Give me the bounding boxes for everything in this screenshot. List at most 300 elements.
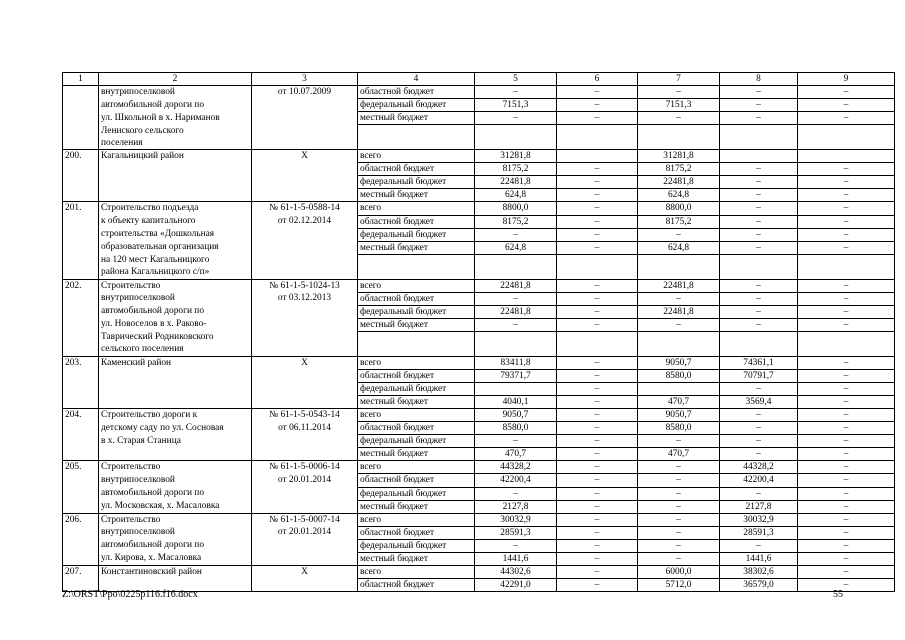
amount-cell: –	[720, 86, 798, 99]
amount-cell: 624,8	[638, 189, 720, 202]
empty-cell	[475, 254, 557, 266]
amount-cell: 4040,1	[475, 395, 557, 408]
table-row	[63, 99, 895, 112]
column-header: 5	[475, 73, 557, 86]
document-ref	[252, 500, 358, 513]
empty-cell	[475, 125, 557, 137]
budget-source: местный бюджет	[358, 552, 475, 565]
amount-cell: 31281,8	[475, 150, 557, 163]
empty-cell	[358, 254, 475, 266]
amount-cell: –	[557, 279, 638, 292]
object-name: Лениского сельского	[99, 125, 252, 137]
amount-cell: –	[798, 112, 895, 125]
row-number	[63, 487, 99, 500]
amount-cell: –	[475, 228, 557, 241]
table-row	[63, 125, 895, 137]
table-row	[63, 369, 895, 382]
document-ref	[252, 189, 358, 202]
table-row	[63, 202, 895, 215]
document-ref	[252, 579, 358, 592]
object-name: Каменский район	[99, 356, 252, 369]
table-row	[63, 215, 895, 228]
object-name: автомобильной дороги по	[99, 487, 252, 500]
amount-cell: –	[720, 487, 798, 500]
amount-cell: 22481,8	[638, 305, 720, 318]
amount-cell: –	[557, 500, 638, 513]
row-number	[63, 125, 99, 137]
document-ref: от 10.07.2009	[252, 86, 358, 99]
amount-cell	[638, 382, 720, 395]
amount-cell: 8800,0	[638, 202, 720, 215]
amount-cell: –	[798, 318, 895, 331]
amount-cell: –	[638, 552, 720, 565]
document-ref	[252, 539, 358, 552]
row-number	[63, 422, 99, 435]
budget-source: областной бюджет	[358, 86, 475, 99]
amount-cell: 70791,7	[720, 369, 798, 382]
empty-cell	[720, 343, 798, 356]
row-number: 201.	[63, 202, 99, 215]
document-ref	[252, 112, 358, 125]
amount-cell: –	[638, 461, 720, 474]
amount-cell	[720, 150, 798, 163]
amount-cell: –	[798, 279, 895, 292]
empty-cell	[638, 125, 720, 137]
row-number	[63, 435, 99, 448]
column-header: 4	[358, 73, 475, 86]
amount-cell: 31281,8	[638, 150, 720, 163]
row-number	[63, 86, 99, 99]
amount-cell: 38302,6	[720, 566, 798, 579]
row-number: 203.	[63, 356, 99, 369]
object-name: внутрипоселковой	[99, 86, 252, 99]
document-ref	[252, 254, 358, 266]
empty-cell	[720, 331, 798, 343]
amount-cell	[475, 382, 557, 395]
table-row	[63, 356, 895, 369]
amount-cell: –	[475, 86, 557, 99]
amount-cell: –	[475, 112, 557, 125]
document-ref: от 03.12.2013	[252, 292, 358, 305]
amount-cell: 9050,7	[638, 356, 720, 369]
amount-cell	[557, 150, 638, 163]
budget-source: федеральный бюджет	[358, 487, 475, 500]
amount-cell: 7151,3	[638, 99, 720, 112]
table-row	[63, 461, 895, 474]
budget-table	[62, 72, 895, 592]
amount-cell: –	[638, 487, 720, 500]
amount-cell: –	[798, 566, 895, 579]
amount-cell: –	[557, 382, 638, 395]
object-name: ул. Новоселов в х. Раково-	[99, 318, 252, 331]
empty-cell	[475, 343, 557, 356]
budget-source: областной бюджет	[358, 292, 475, 305]
amount-cell: –	[557, 461, 638, 474]
table-row	[63, 241, 895, 254]
amount-cell: –	[557, 369, 638, 382]
amount-cell: –	[798, 448, 895, 461]
document-ref: № 61-1-5-0007-14	[252, 513, 358, 526]
amount-cell: 624,8	[475, 241, 557, 254]
budget-source: местный бюджет	[358, 241, 475, 254]
amount-cell: –	[557, 241, 638, 254]
amount-cell: –	[798, 461, 895, 474]
amount-cell: 2127,8	[475, 500, 557, 513]
amount-cell: 8175,2	[638, 163, 720, 176]
object-name: Строительство	[99, 279, 252, 292]
row-number	[63, 99, 99, 112]
empty-cell	[475, 266, 557, 279]
empty-cell	[557, 266, 638, 279]
object-name: внутрипоселковой	[99, 292, 252, 305]
table-row	[63, 279, 895, 292]
amount-cell: 470,7	[638, 448, 720, 461]
table-row	[63, 382, 895, 395]
empty-cell	[638, 331, 720, 343]
document-ref: от 02.12.2014	[252, 215, 358, 228]
amount-cell: 79371,7	[475, 369, 557, 382]
empty-cell	[358, 137, 475, 150]
empty-cell	[798, 331, 895, 343]
amount-cell: –	[798, 474, 895, 487]
document-ref	[252, 266, 358, 279]
document-ref	[252, 99, 358, 112]
amount-cell: –	[798, 500, 895, 513]
file-path: Z:\ORST\Ppo\0225p116.f16.docx	[62, 589, 198, 600]
amount-cell: –	[557, 487, 638, 500]
empty-cell	[798, 137, 895, 150]
object-name	[99, 382, 252, 395]
amount-cell: –	[557, 408, 638, 421]
empty-cell	[638, 266, 720, 279]
amount-cell: –	[798, 422, 895, 435]
amount-cell: –	[557, 579, 638, 592]
empty-cell	[358, 125, 475, 137]
table-row	[63, 112, 895, 125]
budget-source: федеральный бюджет	[358, 228, 475, 241]
table-row	[63, 318, 895, 331]
amount-cell: –	[798, 487, 895, 500]
amount-cell: 6000,0	[638, 566, 720, 579]
budget-source: всего	[358, 461, 475, 474]
budget-source: всего	[358, 566, 475, 579]
document-ref	[252, 137, 358, 150]
amount-cell: –	[798, 382, 895, 395]
amount-cell: 42291,0	[475, 579, 557, 592]
object-name: Строительство	[99, 513, 252, 526]
empty-cell	[798, 343, 895, 356]
document-ref	[252, 382, 358, 395]
amount-cell: –	[720, 228, 798, 241]
document-ref: № 61-1-5-0543-14	[252, 408, 358, 421]
column-header: 1	[63, 73, 99, 86]
amount-cell: –	[557, 566, 638, 579]
amount-cell: –	[720, 202, 798, 215]
budget-source: областной бюджет	[358, 215, 475, 228]
row-number: 207.	[63, 566, 99, 579]
amount-cell: 8580,0	[475, 422, 557, 435]
amount-cell: 22481,8	[638, 279, 720, 292]
row-number	[63, 266, 99, 279]
amount-cell	[798, 150, 895, 163]
row-number	[63, 343, 99, 356]
amount-cell: 30032,9	[475, 513, 557, 526]
object-name: Константиновский район	[99, 566, 252, 579]
document-ref	[252, 318, 358, 331]
amount-cell: –	[638, 474, 720, 487]
amount-cell: 83411,8	[475, 356, 557, 369]
amount-cell: –	[557, 292, 638, 305]
document-ref	[252, 487, 358, 500]
object-name: к объекту капитального	[99, 215, 252, 228]
row-number: 206.	[63, 513, 99, 526]
object-name: ул. Кирова, х. Масаловка	[99, 552, 252, 565]
object-name: внутрипоселковой	[99, 474, 252, 487]
amount-cell: –	[720, 318, 798, 331]
amount-cell: 8580,0	[638, 369, 720, 382]
document-ref: от 06.11.2014	[252, 422, 358, 435]
table-row	[63, 292, 895, 305]
amount-cell: –	[557, 395, 638, 408]
object-name	[99, 395, 252, 408]
amount-cell: –	[720, 422, 798, 435]
header-row	[63, 73, 895, 86]
amount-cell: 8175,2	[475, 215, 557, 228]
table-row	[63, 539, 895, 552]
budget-source: местный бюджет	[358, 189, 475, 202]
table-row	[63, 552, 895, 565]
document-ref	[252, 395, 358, 408]
amount-cell: –	[798, 176, 895, 189]
amount-cell: 30032,9	[720, 513, 798, 526]
object-name	[99, 369, 252, 382]
amount-cell: –	[798, 513, 895, 526]
table-row	[63, 500, 895, 513]
budget-source: местный бюджет	[358, 395, 475, 408]
amount-cell: 42200,4	[475, 474, 557, 487]
amount-cell: –	[557, 422, 638, 435]
amount-cell: 22481,8	[638, 176, 720, 189]
page-number: 55	[833, 589, 843, 600]
object-name: поселения	[99, 137, 252, 150]
table-row	[63, 254, 895, 266]
amount-cell: –	[798, 435, 895, 448]
object-name	[99, 448, 252, 461]
amount-cell: –	[798, 189, 895, 202]
amount-cell: –	[557, 435, 638, 448]
amount-cell: –	[557, 552, 638, 565]
amount-cell: 74361,1	[720, 356, 798, 369]
amount-cell: 8580,0	[638, 422, 720, 435]
object-name: Кагальницкий район	[99, 150, 252, 163]
amount-cell: 5712,0	[638, 579, 720, 592]
budget-source: всего	[358, 408, 475, 421]
document-ref	[252, 176, 358, 189]
empty-cell	[798, 254, 895, 266]
amount-cell: –	[557, 474, 638, 487]
amount-cell: –	[557, 448, 638, 461]
amount-cell: –	[638, 435, 720, 448]
document-ref: № 61-1-5-1024-13	[252, 279, 358, 292]
amount-cell: –	[798, 292, 895, 305]
column-header: 8	[720, 73, 798, 86]
row-number	[63, 331, 99, 343]
amount-cell: –	[798, 86, 895, 99]
column-header: 2	[99, 73, 252, 86]
amount-cell: –	[557, 356, 638, 369]
empty-cell	[358, 343, 475, 356]
column-header: 6	[557, 73, 638, 86]
amount-cell: 470,7	[638, 395, 720, 408]
empty-cell	[798, 125, 895, 137]
column-header: 7	[638, 73, 720, 86]
document-ref	[252, 369, 358, 382]
empty-cell	[358, 331, 475, 343]
amount-cell: 44328,2	[720, 461, 798, 474]
table-row	[63, 189, 895, 202]
table-row	[63, 566, 895, 579]
budget-source: всего	[358, 513, 475, 526]
amount-cell: –	[557, 305, 638, 318]
budget-source: федеральный бюджет	[358, 382, 475, 395]
amount-cell: –	[638, 500, 720, 513]
amount-cell: –	[720, 112, 798, 125]
table-row	[63, 435, 895, 448]
row-number	[63, 176, 99, 189]
amount-cell: –	[557, 513, 638, 526]
budget-source: местный бюджет	[358, 112, 475, 125]
amount-cell: –	[798, 579, 895, 592]
table-row	[63, 86, 895, 99]
table-row	[63, 487, 895, 500]
document-ref: от 20.01.2014	[252, 474, 358, 487]
budget-source: местный бюджет	[358, 500, 475, 513]
amount-cell: –	[720, 163, 798, 176]
amount-cell: –	[638, 228, 720, 241]
object-name: Строительство дороги к	[99, 408, 252, 421]
budget-source: федеральный бюджет	[358, 435, 475, 448]
budget-source: областной бюджет	[358, 422, 475, 435]
row-number	[63, 112, 99, 125]
amount-cell: –	[557, 526, 638, 539]
table-row	[63, 305, 895, 318]
document-ref	[252, 343, 358, 356]
document-ref: Х	[252, 150, 358, 163]
budget-source: всего	[358, 356, 475, 369]
object-name: сельского поселения	[99, 343, 252, 356]
amount-cell: –	[720, 241, 798, 254]
amount-cell: 1441,6	[475, 552, 557, 565]
amount-cell: 8800,0	[475, 202, 557, 215]
row-number	[63, 189, 99, 202]
row-number: 205.	[63, 461, 99, 474]
table-row	[63, 513, 895, 526]
budget-source: всего	[358, 279, 475, 292]
table-row	[63, 408, 895, 421]
document-ref: № 61-1-5-0588-14	[252, 202, 358, 215]
empty-cell	[475, 137, 557, 150]
object-name: на 120 мест Кагальницкого	[99, 254, 252, 266]
amount-cell: 2127,8	[720, 500, 798, 513]
amount-cell: –	[475, 318, 557, 331]
amount-cell: –	[720, 305, 798, 318]
amount-cell: –	[557, 176, 638, 189]
amount-cell: –	[798, 395, 895, 408]
amount-cell: 22481,8	[475, 305, 557, 318]
empty-cell	[557, 254, 638, 266]
budget-source: областной бюджет	[358, 526, 475, 539]
object-name: автомобильной дороги по	[99, 539, 252, 552]
amount-cell: –	[475, 435, 557, 448]
row-number	[63, 254, 99, 266]
object-name: образовательная организация	[99, 241, 252, 254]
amount-cell: –	[557, 215, 638, 228]
amount-cell: –	[798, 241, 895, 254]
budget-source: областной бюджет	[358, 474, 475, 487]
amount-cell: –	[798, 552, 895, 565]
table-row	[63, 137, 895, 150]
amount-cell: –	[557, 228, 638, 241]
document-ref	[252, 305, 358, 318]
document-ref	[252, 241, 358, 254]
amount-cell: –	[475, 292, 557, 305]
budget-source: федеральный бюджет	[358, 305, 475, 318]
empty-cell	[720, 137, 798, 150]
table-row	[63, 176, 895, 189]
budget-source: местный бюджет	[358, 448, 475, 461]
row-number	[63, 382, 99, 395]
amount-cell: 1441,6	[720, 552, 798, 565]
empty-cell	[798, 266, 895, 279]
amount-cell: 28591,3	[720, 526, 798, 539]
table-row	[63, 228, 895, 241]
object-name: строительства «Дошкольная	[99, 228, 252, 241]
amount-cell: –	[638, 86, 720, 99]
amount-cell: –	[720, 99, 798, 112]
row-number	[63, 163, 99, 176]
row-number	[63, 305, 99, 318]
row-number	[63, 292, 99, 305]
empty-cell	[475, 331, 557, 343]
amount-cell: –	[557, 318, 638, 331]
amount-cell: –	[557, 99, 638, 112]
document-ref	[252, 552, 358, 565]
row-number	[63, 215, 99, 228]
object-name: Строительство подъезда	[99, 202, 252, 215]
amount-cell: 42200,4	[720, 474, 798, 487]
amount-cell: –	[720, 408, 798, 421]
amount-cell: –	[798, 408, 895, 421]
amount-cell: 8175,2	[638, 215, 720, 228]
object-name: автомобильной дороги по	[99, 305, 252, 318]
empty-cell	[638, 137, 720, 150]
budget-source: областной бюджет	[358, 579, 475, 592]
amount-cell: 36579,0	[720, 579, 798, 592]
amount-cell: –	[798, 369, 895, 382]
document-ref: № 61-1-5-0006-14	[252, 461, 358, 474]
amount-cell: 22481,8	[475, 176, 557, 189]
object-name	[99, 189, 252, 202]
amount-cell: 470,7	[475, 448, 557, 461]
budget-source: федеральный бюджет	[358, 176, 475, 189]
document-ref	[252, 163, 358, 176]
budget-source: федеральный бюджет	[358, 99, 475, 112]
row-number	[63, 500, 99, 513]
row-number	[63, 318, 99, 331]
table-row	[63, 163, 895, 176]
amount-cell: –	[798, 305, 895, 318]
row-number	[63, 552, 99, 565]
